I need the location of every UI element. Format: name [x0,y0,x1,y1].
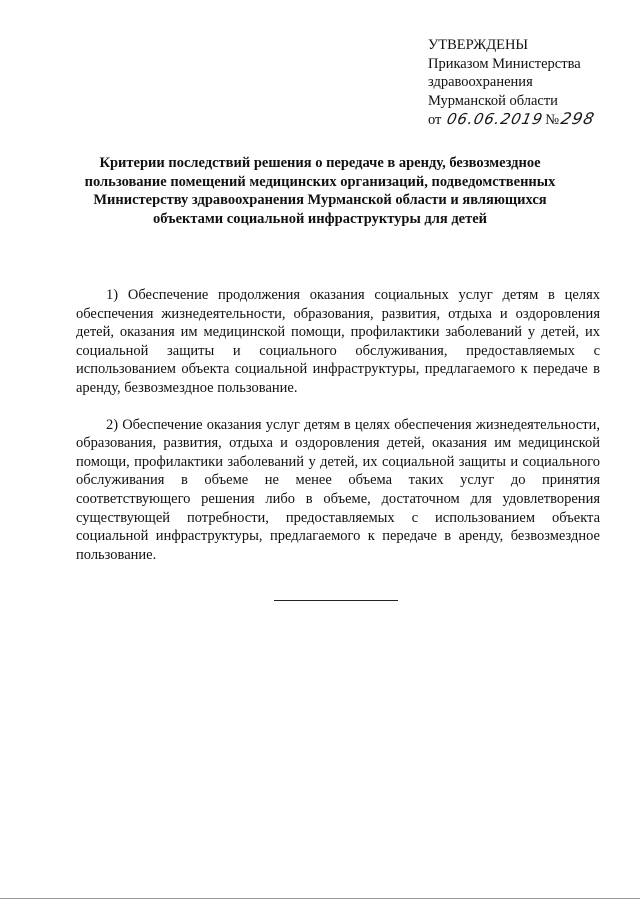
date-prefix: от [428,112,442,128]
closing-separator-line [274,600,398,601]
approval-status: УТВЕРЖДЕНЫ [428,37,529,53]
document-title: Критерии последствий решения о передаче в аренду, безвозмездное пользование помещений медицинских организаций, подведомственных Министерству здравоохранения Мурманской области и являющихся объектами социальной инфраструктуры для детей [84,155,556,227]
approval-ministry-line: здравоохранения [428,74,533,90]
handwritten-date: 06.06.2019 [445,110,546,128]
approval-region-line: Мурманской области [428,92,558,109]
document-body [76,286,600,582]
page-bottom-edge [0,898,640,899]
approval-order-line: Приказом Министерства [428,55,581,72]
paragraph-1: 1) Обеспечение продолжения оказания социальных услуг детям в целях обеспечения жизнедеятельности, образования, развития, отдыха и оздоровления детей, оказания им медицинской помощи, профилактики заболеваний у детей, их социальной защиты и социального обслуживания, предоставляемых с использованием объекта социальной инфраструктуры, предлагаемого к передаче в аренду, безвозмездное пользование. [76,287,600,396]
approval-date-line [428,110,628,130]
number-prefix: № [545,112,560,128]
paragraph-2: 2) Обеспечение оказания услуг детям в целях обеспечения жизнедеятельности, образования, развития, отдыха и оздоровления детей, оказания им медицинской помощи, профилактики заболеваний у детей, их социальной защиты и социального обслуживания в объеме не менее объема таких услуг до принятия соответствующего решения либо в объеме, достаточном для удовлетворения существующей потребности, предоставляемых с использованием объекта социальной инфраструктуры, предлагаемого к передаче в аренду, безвозмездное пользование. [76,416,600,563]
handwritten-number: 298 [559,109,597,128]
approval-block [428,36,628,130]
